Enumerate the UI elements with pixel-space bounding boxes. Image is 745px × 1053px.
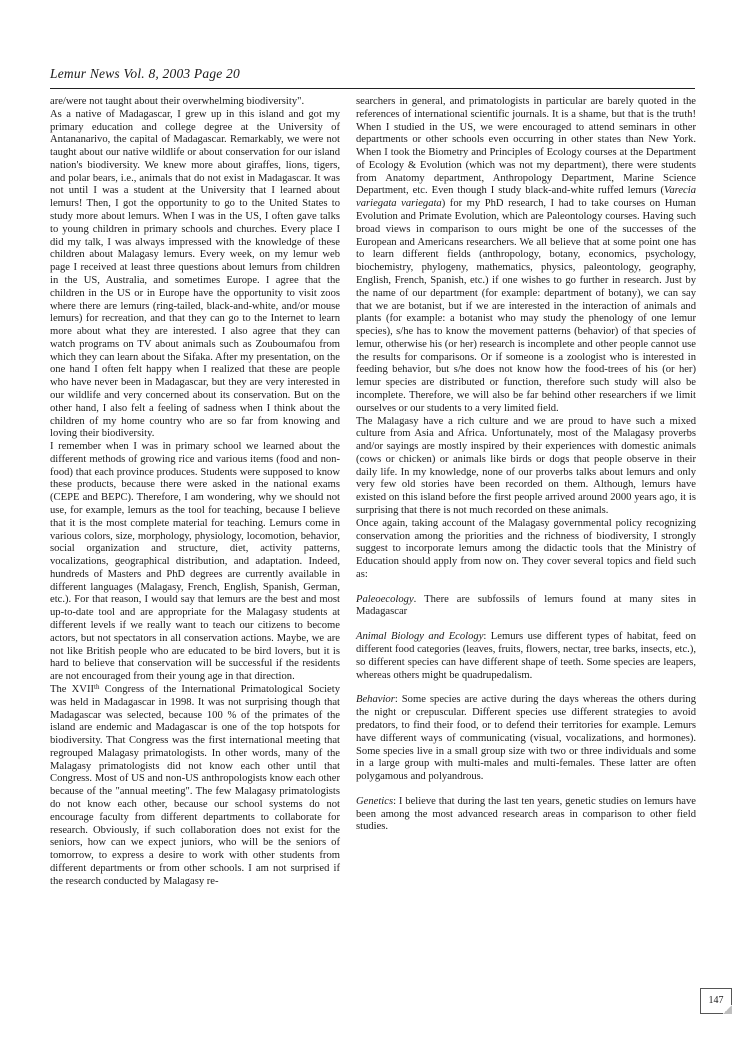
topic-text: : Some species are active during the days whereas the others during the night or crepuscular. Different species use different strategies to avoid predators, to find their food, or to defend their territories for example. Lemurs have different ways of communicating (visual, vocalizations, and hormones). Some species live in a small group size with two or three individuals and some in a large group with multi-males and multi-females. These latter are often polygamous and polyandrous.	[356, 694, 696, 783]
topic-term: Behavior	[356, 694, 395, 706]
page-number-badge: 147	[700, 988, 732, 1014]
superscript: th	[94, 682, 100, 691]
topic-paragraph	[356, 594, 696, 620]
header-rule	[50, 88, 695, 89]
topic-term: Paleoecology	[356, 593, 414, 605]
paragraph	[50, 684, 340, 889]
topic-text: : I believe that during the last ten years, genetic studies on lemurs have been among the most advanced research areas in comparison to other field studies.	[356, 795, 696, 833]
topic-paragraph	[356, 796, 696, 834]
topic-text: . There are subfossils of lemurs found at many sites in Madagascar	[356, 593, 696, 618]
topic-paragraph	[356, 631, 696, 682]
topic-text: : Lemurs use different types of habitat, feed on different food categories (leaves, fruits, flowers, nectar, tree barks, insects, etc.), so different species can have different shape of teeth. Some species are leapers, whereas others might be quadrupedalism.	[356, 631, 696, 681]
running-header: Lemur News Vol. 8, 2003 Page 20	[50, 66, 240, 81]
text-span: Congress of the International Primatological Society was held in Madagascar in 1998. It was not surprising though that Madagascar was selected, because 100 % of the primates of the island are endemic and Madagascar is one of the top hotspots for biodiversity. That Congress was the first international meeting that regrouped Malagasy primatologists. In other words, many of the Malagasy primatologists did not know each other until that Congress. Most of US and non-US anthropologists know each other because of the "annual meeting". The few Malagasy primatologists do not know each other, because our school systems do not encourage faculty from different departments to collaborate for research. Obviously, if such collaboration does not exist for the seniors, how can we expect juniors, who will be the seniors of tomorrow, to express a desire to work with other students from different departments or from other schools. I am not surprised if the research conducted by Malagasy re-	[50, 683, 340, 887]
text-span: searchers in general, and primatologists in particular are barely quoted in the references of international scientific journals. It is a shame, but that is the truth! When I studied in the US, we were encouraged to attend seminars in other departments or other schools even occurring in other states than New York. When I took the Biometry and Principles of Ecology courses at the Department of Ecology & Evolution (which was not my department), there were students from Anatomy department, Anthropology Department, Marine Science Department, etc. Even though I study black-and-white ruffed lemurs (	[356, 96, 696, 197]
paragraph: are/were not taught about their overwhelming biodiversity".	[50, 96, 305, 107]
paragraph: As a native of Madagascar, I grew up in this island and got my primary education and college degree at the University of Antananarivo, the capital of Madagascar. Remarkably, we were not taught about our native wildlife or about conservation for our island nation's biodiversity. We knew more about giraffes, lions, tigers, and polar bears, i.e., animals that do not exist in Madagascar. It was not until I was a student at the University that I learned about lemurs! Then, I got the opportunity to go to the United States to study more about lemurs. When I was in the US, I often gave talks to young children in primary schools and churches. Every place I did my talk, I was always impressed with the knowledge of these children about Malagasy lemurs. Every week, on my lemur web page I received at least three questions about lemurs from children in the US, Australia, and sometimes Europe. I agree that the children in the US or in Europe have the opportunity to visit zoos where there are lemurs (ring-tailed, black-and-white, and/or mouse lemurs) for recreation, and that they can go to the Internet to learn more about what they are interested. I also agree that they can watch programs on TV about animals such as Zouboumafou from which they can learn about the Sifaka. After my presentation, on the one hand I often felt happy when I realized that these are people who have never been in Madagascar, but they are very interested in our wildlife and very concerned about its conservation. But on the other hand, I also felt a feeling of sadness when I think about the children of my home country who are so far from knowing and loving their biodiversity.	[50, 108, 340, 440]
species-name: Varecia variegata variegata	[356, 185, 696, 210]
left-column	[50, 96, 340, 888]
text-span: ) for my PhD research, I had to take courses on Human Evolution and Primate Evolution, which are Paleontology courses. Having such broad views in comparison to ours might be one of the successes of the European and Americans researchers. We all believe that at some point one has to learn different fields (anthropology, botany, economics, psychology, biochemistry, phylogeny, mathematics, physics, paleontology, geography, English, French, Spanish, etc.) if one wishes to go further in research. Just by the name of our department (for example: department of botany), we can say that we are botanist, but if we are interested in the interaction of animals and plants (for example: a botanist who may study the phenology of one lemur species), s/he has to know the movement patterns (behavior) of that species of lemur, otherwise his (or her) research is incomplete and other people cannot use the results for comparisons. Or if someone is a zoologist who is interested in feeding behavior, but s/he does not know how the food-trees of his (or her) lemur species are distributed or function, therefore such study will also be incomplete. Therefore, we will also be far behind other researchers if we limit ourselves or our students to a very limited field.	[356, 198, 696, 414]
paragraph	[356, 96, 696, 416]
paragraph: Once again, taking account of the Malagasy governmental policy recognizing conservation among the priorities and the richness of biodiversity, I strongly suggest to incorporate lemurs among the didactic tools that the Ministry of Education should apply from now on. They cover several topics and field such as:	[356, 517, 696, 580]
right-column	[356, 96, 696, 834]
paragraph: I remember when I was in primary school we learned about the different methods of growing rice and various items (food and non-food) that each province produces. Students were supposed to know these products, because there were asked in the national exams (CEPE and BEPC). Therefore, I am wondering, why we should not use, for example, lemurs as the tool for teaching, because I believe that it is the most complete material for teaching. Lemurs come in various colors, size, morphology, physiology, locomotion, behavior, social organization and structure, diet, activity patterns, vocalizations, geographical distribution, and adaptation. Indeed, hundreds of Masters and PhD degrees are currently available in different languages (Malagasy, French, English, Spanish, German, etc.). For that reason, I would say that lemurs are the best and most up-to-date tool and are appropriate for the Malagasy students at different levels if we really want to teach our citizens to become actors, but not spectators in all conservation actions. Maybe, we are not like British people who are educated to be bird lovers, but it is hard to believe that conservation will be successful if the residents are not encouraged from their young age in that direction.	[50, 441, 340, 683]
topic-term: Animal Biology and Ecology	[356, 631, 484, 643]
text-span: The XVII	[50, 683, 95, 695]
topic-term: Genetics	[356, 795, 394, 807]
paragraph: The Malagasy have a rich culture and we are proud to have such a mixed culture from Asia and Africa. Unfortunately, most of the Malagasy proverbs and/or sayings are mostly inspired by their experiences with domestic animals (cows or chicken) or animals like birds or dogs that people observe in their daily life. In my knowledge, none of our proverbs talks about lemurs and only very few old stories have been recorded on them. Although, lemurs have existed on this island before the first people arrived around 2000 years ago, it is surprising that there is not much recorded on these animals.	[356, 415, 696, 516]
topic-paragraph	[356, 694, 696, 783]
